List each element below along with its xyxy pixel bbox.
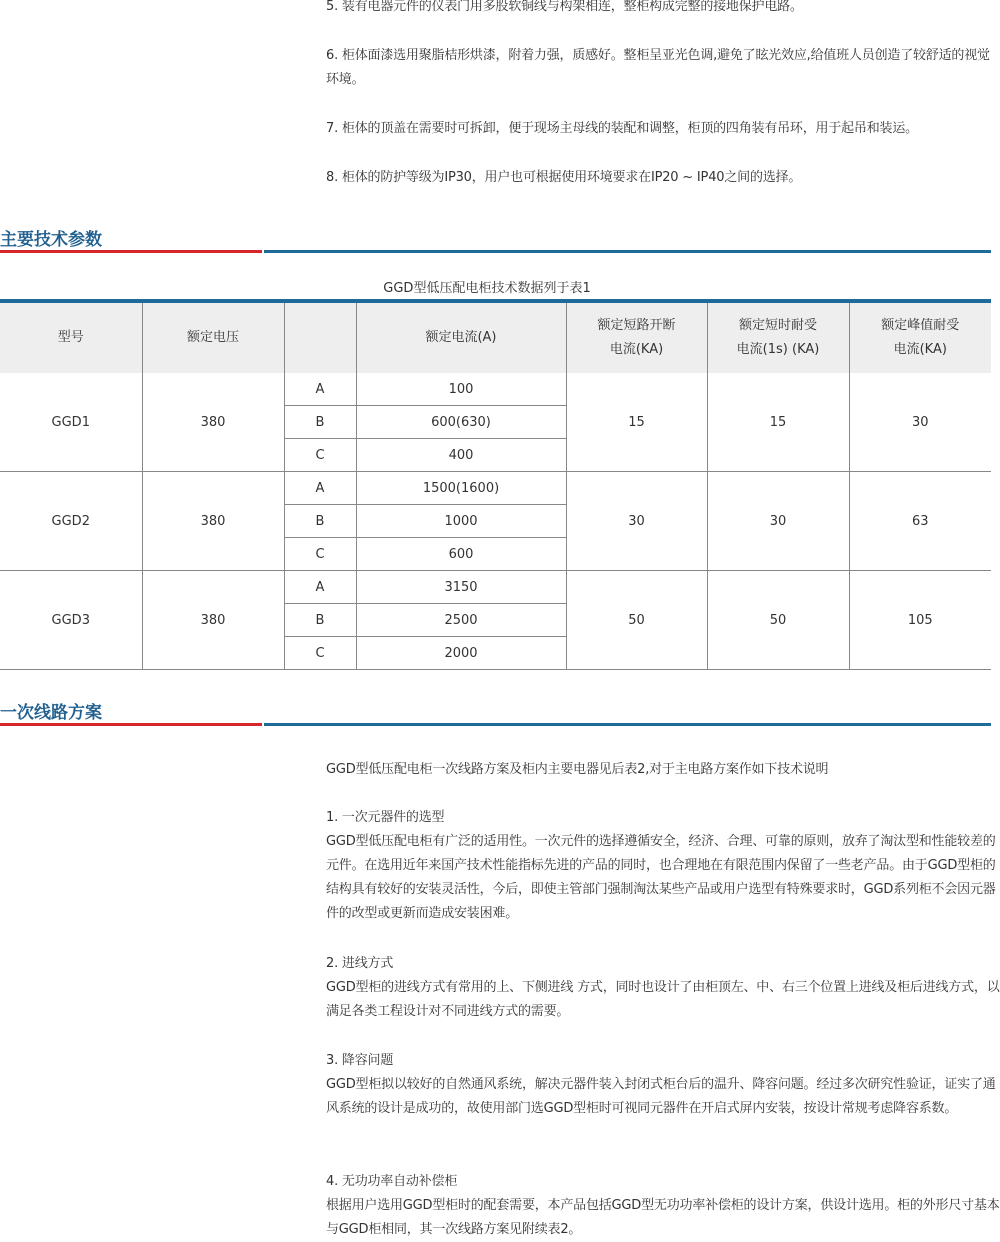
short-time-current-cell: 30	[707, 472, 849, 571]
scheme-item-2	[326, 952, 1000, 1024]
table-row	[0, 571, 991, 604]
short-time-current-cell: 15	[707, 373, 849, 472]
scheme-item-3	[326, 1049, 1000, 1121]
section-title-tech-params: 主要技术参数	[0, 230, 102, 250]
voltage-cell: 380	[142, 472, 284, 571]
peak-current-cell: 63	[849, 472, 991, 571]
intro-item-7: 7. 柜体的顶盖在需要时可拆卸，便于现场主母线的装配和调整，柜顶的四角装有吊环，用于起吊和装运。	[326, 121, 918, 136]
model-cell: GGD3	[0, 571, 142, 670]
breaking-current-cell: 50	[566, 571, 707, 670]
breaking-current-cell: 15	[566, 373, 707, 472]
section-title-circuit-scheme: 一次线路方案	[0, 703, 102, 723]
scheme-item-body: GGD型柜拟以较好的自然通风系统，解决元器件装入封闭式柜台后的温升、降容问题。经过多次研究性验证，证实了通风系统的设计是成功的，故使用部门选GGD型柜时可视同元器件在开启式屏内安装，按设计常规考虑降容系数。	[326, 1077, 996, 1116]
model-cell: GGD1	[0, 373, 142, 472]
scheme-intro: GGD型低压配电柜一次线路方案及柜内主要电器见后表2,对于主电路方案作如下技术说明	[326, 762, 829, 777]
current-cell: 1500(1600)	[356, 472, 566, 505]
intro-item-5: 5. 装有电器元件的仪表门用多股软铜线与构架相连，整柜构成完整的接地保护电路。	[326, 0, 803, 14]
scheme-item-body: GGD型柜的进线方式有常用的上、下侧进线 方式，同时也设计了由柜顶左、中、右三个位置上进线及柜后进线方式，以满足各类工程设计对不同进线方式的需要。	[326, 980, 1000, 1019]
section-divider	[0, 723, 991, 726]
current-cell: 600(630)	[356, 406, 566, 439]
grade-cell: B	[284, 406, 356, 439]
current-cell: 1000	[356, 505, 566, 538]
grade-cell: A	[284, 373, 356, 406]
current-cell: 2500	[356, 604, 566, 637]
current-cell: 400	[356, 439, 566, 472]
table-header-cell: 型号	[0, 303, 142, 373]
current-cell: 100	[356, 373, 566, 406]
table-header-cell: 额定电流(A)	[356, 303, 566, 373]
scheme-item-4	[326, 1170, 1000, 1242]
grade-cell: C	[284, 637, 356, 670]
peak-current-cell: 105	[849, 571, 991, 670]
intro-item-8: 8. 柜体的防护等级为IP30，用户也可根据使用环境要求在IP20 ~ IP40之间的选择。	[326, 170, 802, 185]
table-header-cell: 额定短路开断 电流(KA)	[566, 303, 707, 373]
grade-cell: B	[284, 505, 356, 538]
scheme-item-body: 根据用户选用GGD型柜时的配套需要，本产品包括GGD型无功功率补偿柜的设计方案，供设计选用。柜的外形尺寸基本与GGD柜相同，其一次线路方案见附续表2。	[326, 1198, 1000, 1237]
voltage-cell: 380	[142, 571, 284, 670]
short-time-current-cell: 50	[707, 571, 849, 670]
current-cell: 600	[356, 538, 566, 571]
voltage-cell: 380	[142, 373, 284, 472]
scheme-item-heading: 1. 一次元器件的选型	[326, 810, 445, 825]
scheme-item-1	[326, 806, 1000, 926]
table-header-cell: 额定峰值耐受 电流(KA)	[849, 303, 991, 373]
table-header-cell	[284, 303, 356, 373]
table-row	[0, 472, 991, 505]
grade-cell: C	[284, 439, 356, 472]
table-row	[0, 373, 991, 406]
table-caption: GGD型低压配电柜技术数据列于表1	[383, 281, 591, 296]
grade-cell: A	[284, 571, 356, 604]
grade-cell: A	[284, 472, 356, 505]
grade-cell: B	[284, 604, 356, 637]
table-header-cell: 额定电压	[142, 303, 284, 373]
tech-params-table	[0, 303, 991, 670]
current-cell: 3150	[356, 571, 566, 604]
peak-current-cell: 30	[849, 373, 991, 472]
scheme-item-heading: 2. 进线方式	[326, 956, 394, 971]
model-cell: GGD2	[0, 472, 142, 571]
current-cell: 2000	[356, 637, 566, 670]
grade-cell: C	[284, 538, 356, 571]
table-header-cell: 额定短时耐受 电流(1s) (KA)	[707, 303, 849, 373]
section-divider	[0, 250, 991, 253]
scheme-item-body: GGD型低压配电柜有广泛的适用性。一次元件的选择遵循安全，经济、合理、可靠的原则，放弃了淘汰型和性能较差的元件。在选用近年来国产技术性能指标先进的产品的同时，也合理地在有限范围内保留了一些老产品。由于GGD型柜的结构具有较好的安装灵活性，今后，即使主管部门强制淘汰某些产品或用户选型有特殊要求时，GGD系列柜不会因元器件的改型或更新而造成安装困难。	[326, 834, 996, 921]
intro-item-6: 6. 柜体面漆选用聚脂桔形烘漆，附着力强，质感好。整柜呈亚光色调,避免了眩光效应,给值班人员创造了较舒适的视觉环境。	[326, 48, 990, 87]
scheme-item-heading: 4. 无功功率自动补偿柜	[326, 1174, 458, 1189]
scheme-item-heading: 3. 降容问题	[326, 1053, 394, 1068]
breaking-current-cell: 30	[566, 472, 707, 571]
